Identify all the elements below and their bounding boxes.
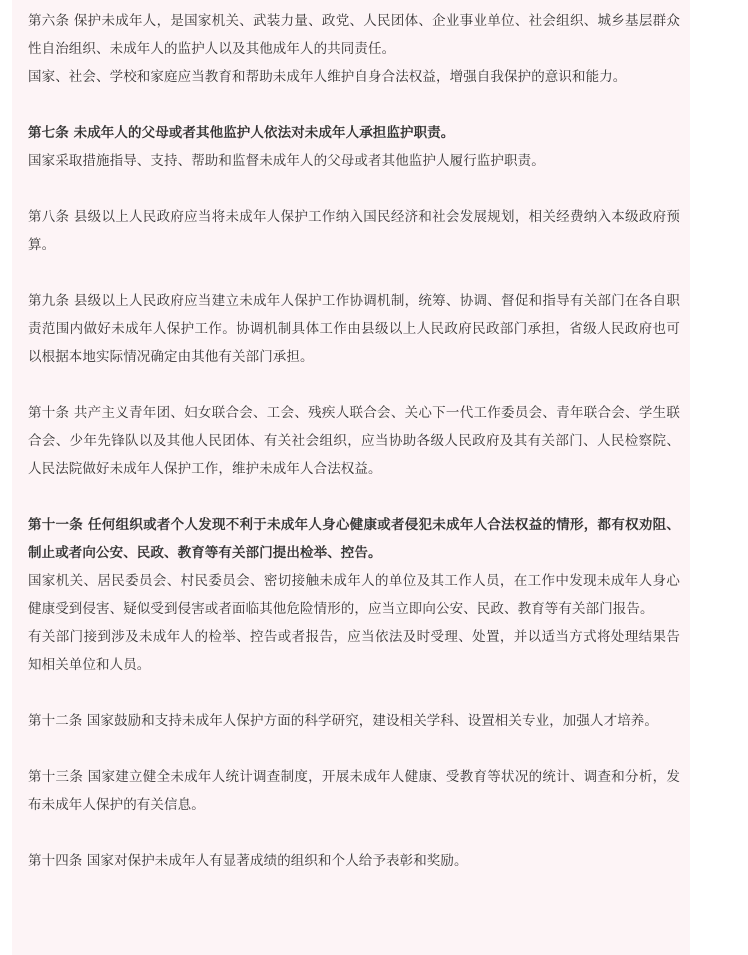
article-block — [28, 511, 680, 679]
article-block — [28, 763, 680, 819]
article-block — [28, 707, 680, 735]
article-block — [28, 847, 680, 875]
article-paragraph: 国家机关、居民委员会、村民委员会、密切接触未成年人的单位及其工作人员，在工作中发现未成年人身心健康受到侵害、疑似受到侵害或者面临其他危险情形的，应当立即向公安、民政、教育等有关部门报告。 — [28, 573, 680, 617]
article-block — [28, 399, 680, 483]
article-block — [28, 7, 680, 91]
article-paragraph: 第八条 县级以上人民政府应当将未成年人保护工作纳入国民经济和社会发展规划，相关经费纳入本级政府预算。 — [28, 209, 680, 253]
article-block — [28, 119, 680, 175]
article-paragraph: 第十条 共产主义青年团、妇女联合会、工会、残疾人联合会、关心下一代工作委员会、青年联合会、学生联合会、少年先锋队以及其他人民团体、有关社会组织，应当协助各级人民政府及其有关部门、人民检察院、人民法院做好未成年人保护工作，维护未成年人合法权益。 — [28, 405, 680, 477]
article-block — [28, 203, 680, 259]
article-paragraph: 第六条 保护未成年人，是国家机关、武装力量、政党、人民团体、企业事业单位、社会组织、城乡基层群众性自治组织、未成年人的监护人以及其他成年人的共同责任。 — [28, 13, 680, 57]
article-heading-bold: 第十一条 任何组织或者个人发现不利于未成年人身心健康或者侵犯未成年人合法权益的情形，都有权劝阻、制止或者向公安、民政、教育等有关部门提出检举、控告。 — [28, 517, 680, 561]
law-text — [28, 7, 680, 903]
article-paragraph: 第十四条 国家对保护未成年人有显著成绩的组织和个人给予表彰和奖励。 — [28, 853, 468, 869]
article-paragraph: 第九条 县级以上人民政府应当建立未成年人保护工作协调机制，统筹、协调、督促和指导有关部门在各自职责范围内做好未成年人保护工作。协调机制具体工作由县级以上人民政府民政部门承担，省级人民政府也可以根据本地实际情况确定由其他有关部门承担。 — [28, 293, 680, 365]
article-heading-bold: 第七条 未成年人的父母或者其他监护人依法对未成年人承担监护职责。 — [28, 125, 455, 141]
article-block — [28, 287, 680, 371]
article-paragraph: 第十二条 国家鼓励和支持未成年人保护方面的科学研究，建设相关学科、设置相关专业，加强人才培养。 — [28, 713, 658, 729]
article-paragraph: 国家、社会、学校和家庭应当教育和帮助未成年人维护自身合法权益，增强自我保护的意识和能力。 — [28, 69, 627, 85]
article-paragraph: 国家采取措施指导、支持、帮助和监督未成年人的父母或者其他监护人履行监护职责。 — [28, 153, 545, 169]
article-paragraph: 有关部门接到涉及未成年人的检举、控告或者报告，应当依法及时受理、处置，并以适当方式将处理结果告知相关单位和人员。 — [28, 629, 680, 673]
article-paragraph: 第十三条 国家建立健全未成年人统计调查制度，开展未成年人健康、受教育等状况的统计、调查和分析，发布未成年人保护的有关信息。 — [28, 769, 680, 813]
